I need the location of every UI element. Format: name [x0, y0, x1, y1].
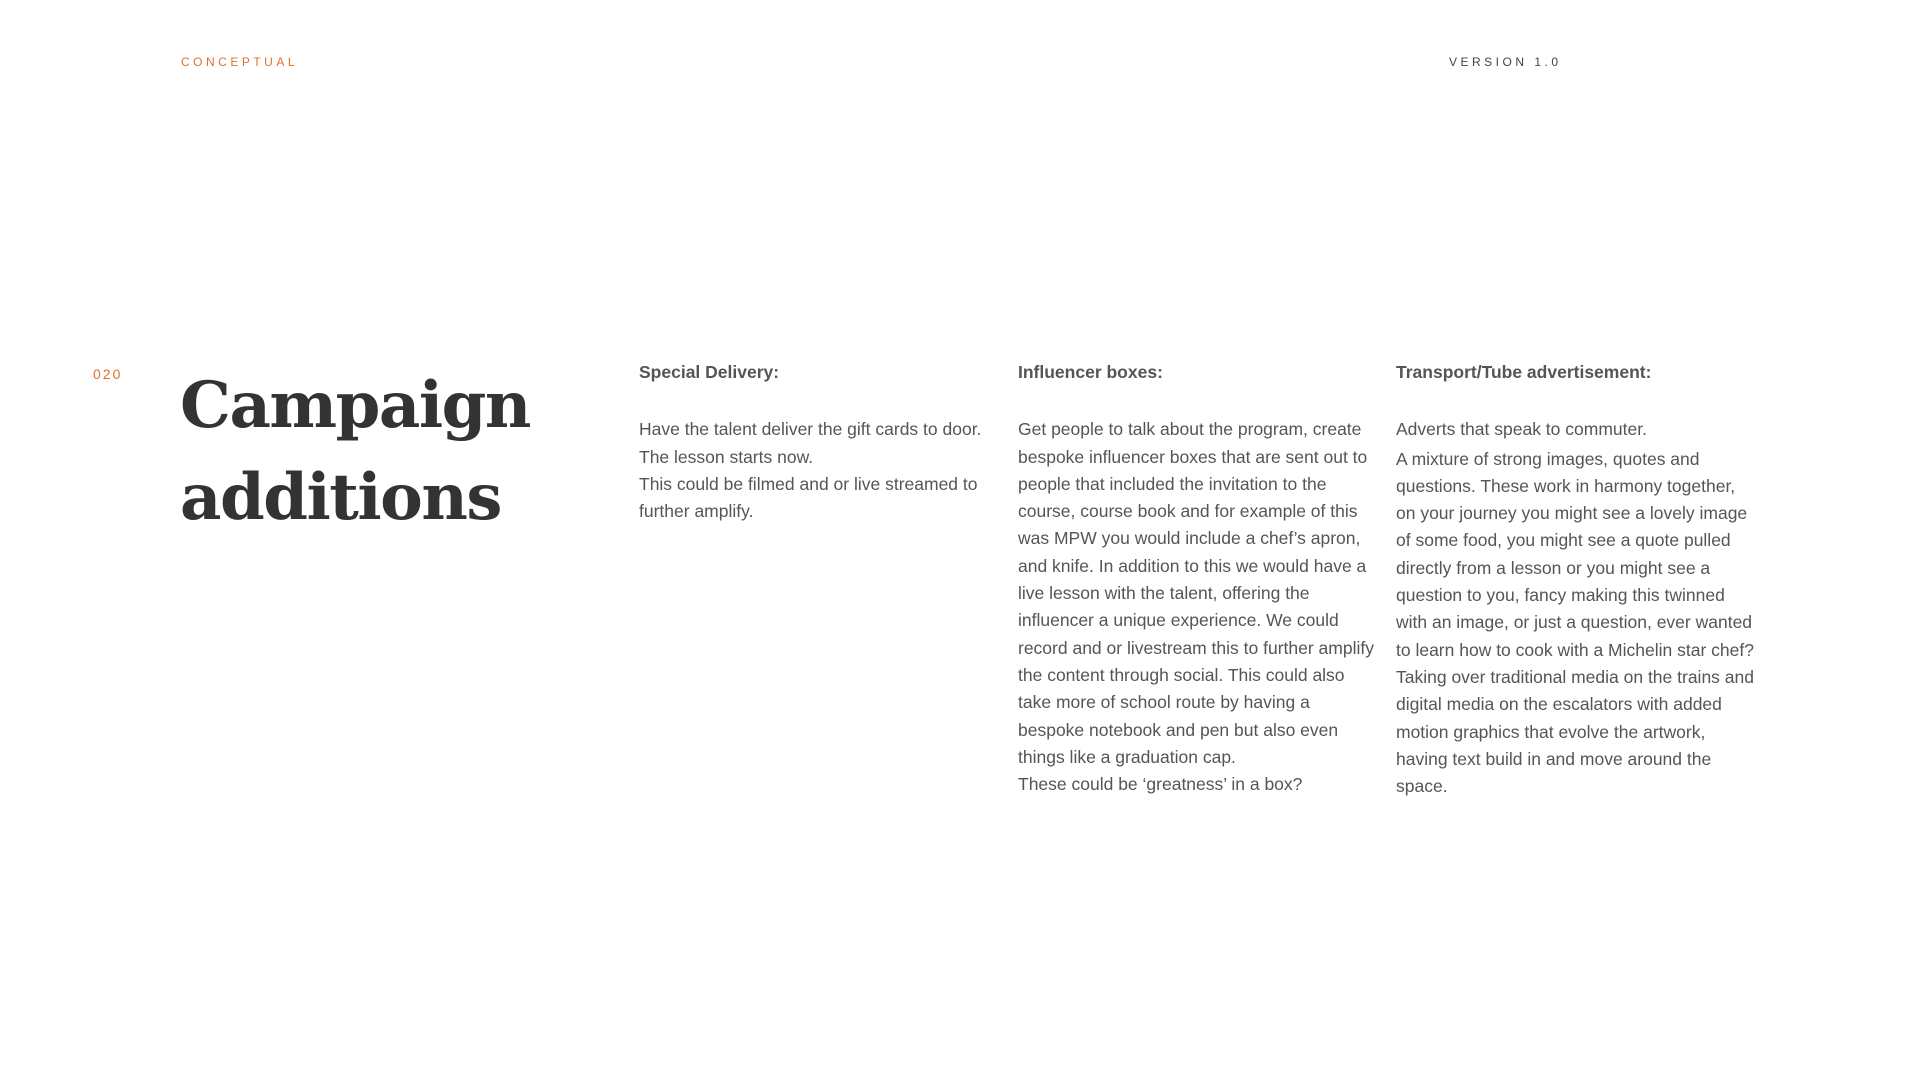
- column-heading: Transport/Tube advertisement:: [1396, 362, 1652, 382]
- column-heading: Special Delivery:: [639, 362, 780, 382]
- section-label: CONCEPTUAL: [181, 55, 299, 69]
- page-title-line-1: Campaign: [180, 368, 530, 443]
- version-label: VERSION 1.0: [1449, 55, 1562, 69]
- column-paragraph: Adverts that speak to commuter.: [1396, 419, 1647, 440]
- column-heading: Influencer boxes:: [1018, 362, 1163, 382]
- column-paragraph: Have the talent deliver the gift cards to door. The lesson starts now.: [639, 419, 982, 467]
- column-paragraph: A mixture of strong images, quotes and questions. These work in harmony together, on your journey you might see a lovely image of some food, you might see a quote pulled directly from a lesson or you might see a question to you, fancy making this twinned with an image, or just a question, ever wanted to learn how to cook with a Michelin star chef? Taking over traditional media on the trains and digital media on the escalators with added motion graphics that evolve the artwork, having text build in and move around the space.: [1396, 448, 1754, 797]
- page-title-line-2: additions: [180, 460, 501, 535]
- column-influencer-boxes: [1018, 359, 1376, 798]
- page-title: [180, 360, 610, 544]
- column-paragraph: Get people to talk about the program, create bespoke influencer boxes that are sent out to people that included the invitation to the course, course book and for example of this was MPW you would include a chef’s apron, and knife. In addition to this we would have a live lesson with the talent, offering the influencer a unique experience. We could record and or livestream this to further amplify the content through social. This could also take more of school route by having a bespoke notebook and pen but also even things like a graduation cap.: [1018, 419, 1374, 767]
- page-number: 020: [93, 366, 123, 382]
- column-special-delivery: [639, 359, 997, 525]
- column-paragraph: These could be ‘greatness’ in a box?: [1018, 774, 1303, 795]
- column-paragraph: This could be filmed and or live streamed to further amplify.: [639, 473, 978, 522]
- column-transport-advertisement: [1396, 359, 1754, 800]
